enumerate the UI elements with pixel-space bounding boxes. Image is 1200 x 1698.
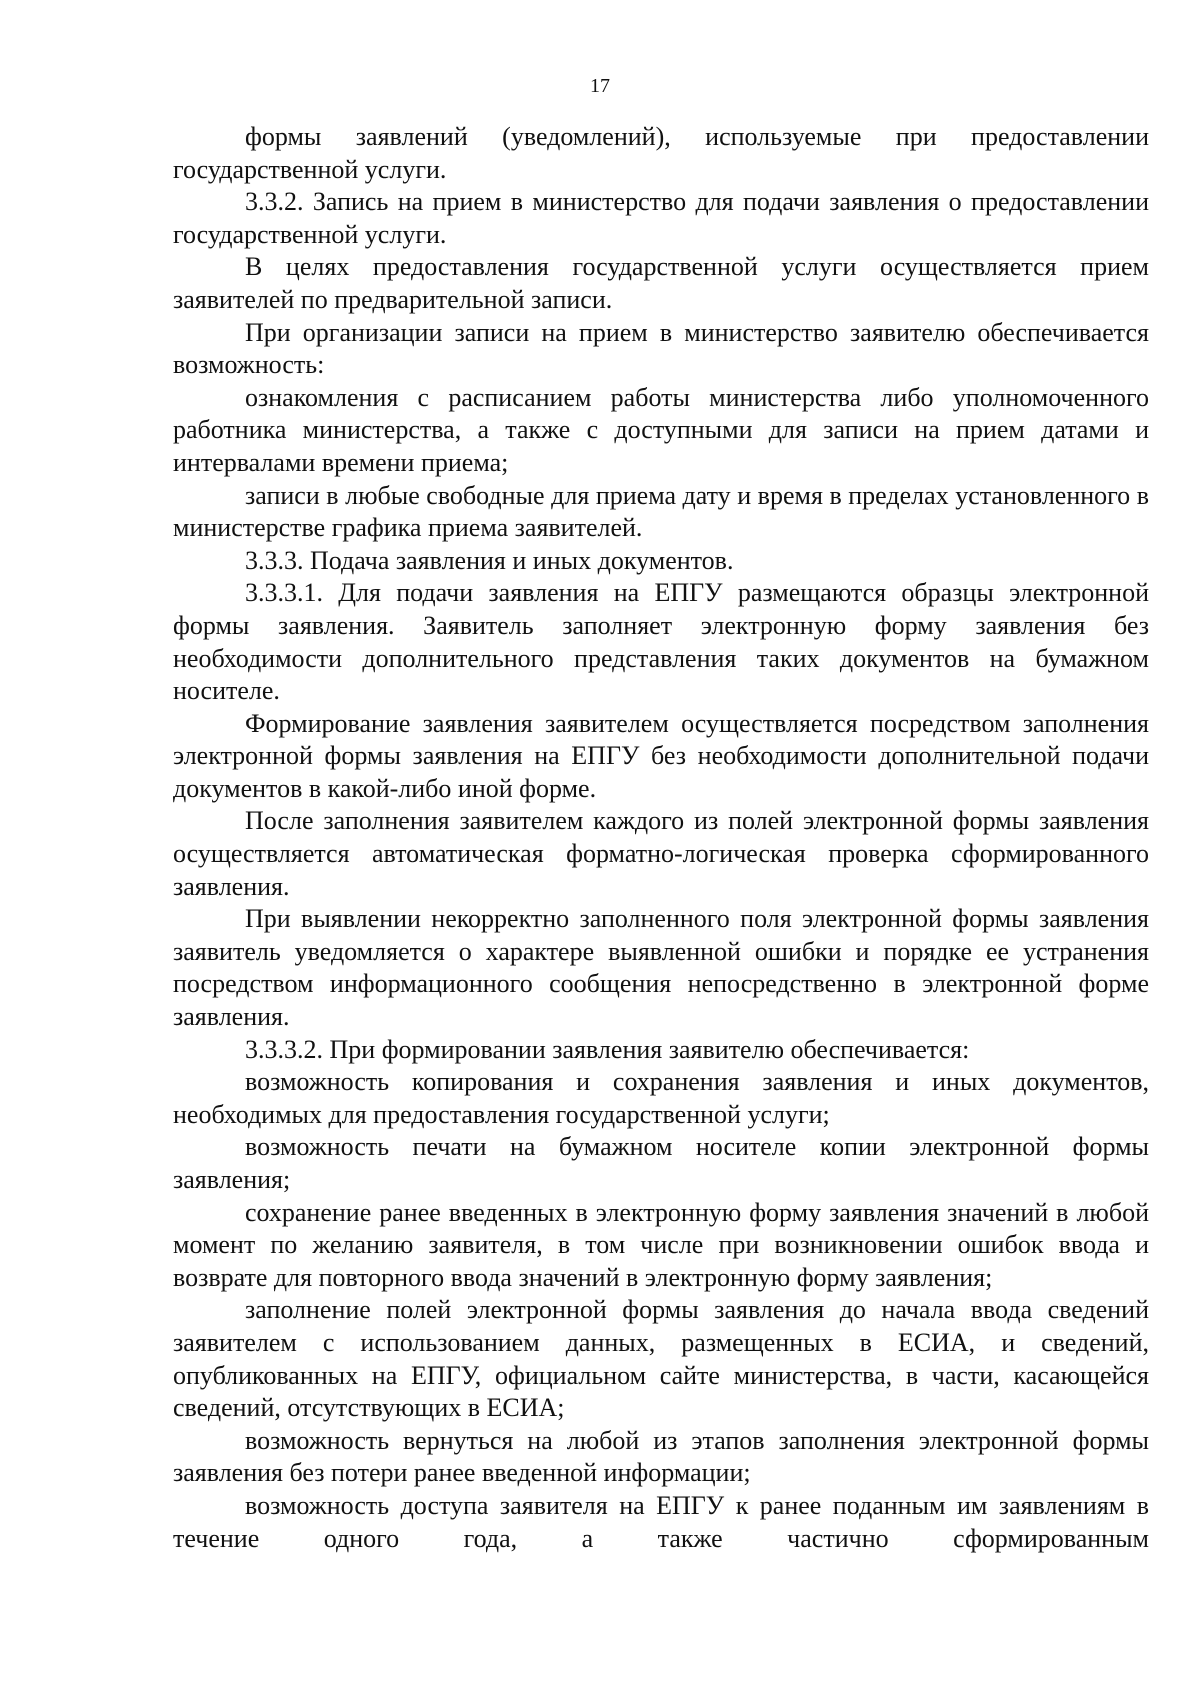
paragraph: возможность вернуться на любой из этапов заполнения электронной формы заявления без потери ранее введенной информации; [173, 1425, 1149, 1488]
paragraph: При выявлении некорректно заполненного поля электронной формы заявления заявитель уведомляется о характере выявленной ошибки и порядке ее устранения посредством информационного сообщения непосредственно в электронной форме заявления. [173, 904, 1149, 1032]
paragraph: При организации записи на прием в министерство заявителю обеспечивается возможность: [173, 317, 1149, 380]
paragraph: возможность доступа заявителя на ЕПГУ к ранее поданным им заявлениям в течение одного года, а также частично сформированным [173, 1490, 1149, 1553]
paragraph: 3.3.2. Запись на прием в министерство для подачи заявления о предоставлении государственной услуги. [173, 187, 1149, 249]
document-body [173, 121, 1149, 1555]
page-number: 17 [590, 75, 610, 97]
paragraph: ознакомления с расписанием работы министерства либо уполномоченного работника министерства, а также с доступными для записи на прием датами и интервалами времени приема; [173, 382, 1149, 477]
paragraph: 3.3.3. Подача заявления и иных документов. [245, 545, 734, 575]
paragraph: заполнение полей электронной формы заявления до начала ввода сведений заявителем с использованием данных, размещенных в ЕСИА, и сведений, опубликованных на ЕПГУ, официальном сайте министерства, в части, касающейся сведений, отсутствующих в ЕСИА; [173, 1295, 1149, 1423]
paragraph: возможность печати на бумажном носителе копии электронной формы заявления; [173, 1132, 1149, 1194]
paragraph: 3.3.3.1. Для подачи заявления на ЕПГУ размещаются образцы электронной формы заявления. Заявитель заполняет электронную форму заявления без необходимости дополнительного представления таких документов на бумажном носителе. [173, 578, 1149, 706]
paragraph: Формирование заявления заявителем осуществляется посредством заполнения электронной формы заявления на ЕПГУ без необходимости дополнительной подачи документов в какой-либо иной форме. [173, 708, 1149, 803]
paragraph: 3.3.3.2. При формировании заявления заявителю обеспечивается: [245, 1034, 970, 1064]
paragraph: В целях предоставления государственной услуги осуществляется прием заявителей по предварительной записи. [173, 252, 1149, 314]
paragraph: После заполнения заявителем каждого из полей электронной формы заявления осуществляется автоматическая форматно-логическая проверка сформированного заявления. [173, 806, 1149, 901]
paragraph: записи в любые свободные для приема дату и время в пределах установленного в министерстве графика приема заявителей. [173, 480, 1149, 543]
paragraph: сохранение ранее введенных в электронную форму заявления значений в любой момент по желанию заявителя, в том числе при возникновении ошибок ввода и возврате для повторного ввода значений в электронную форму заявления; [173, 1197, 1149, 1292]
paragraph: возможность копирования и сохранения заявления и иных документов, необходимых для предоставления государственной услуги; [173, 1067, 1149, 1129]
paragraph: формы заявлений (уведомлений), используемые при предоставлении государственной услуги. [173, 122, 1149, 184]
